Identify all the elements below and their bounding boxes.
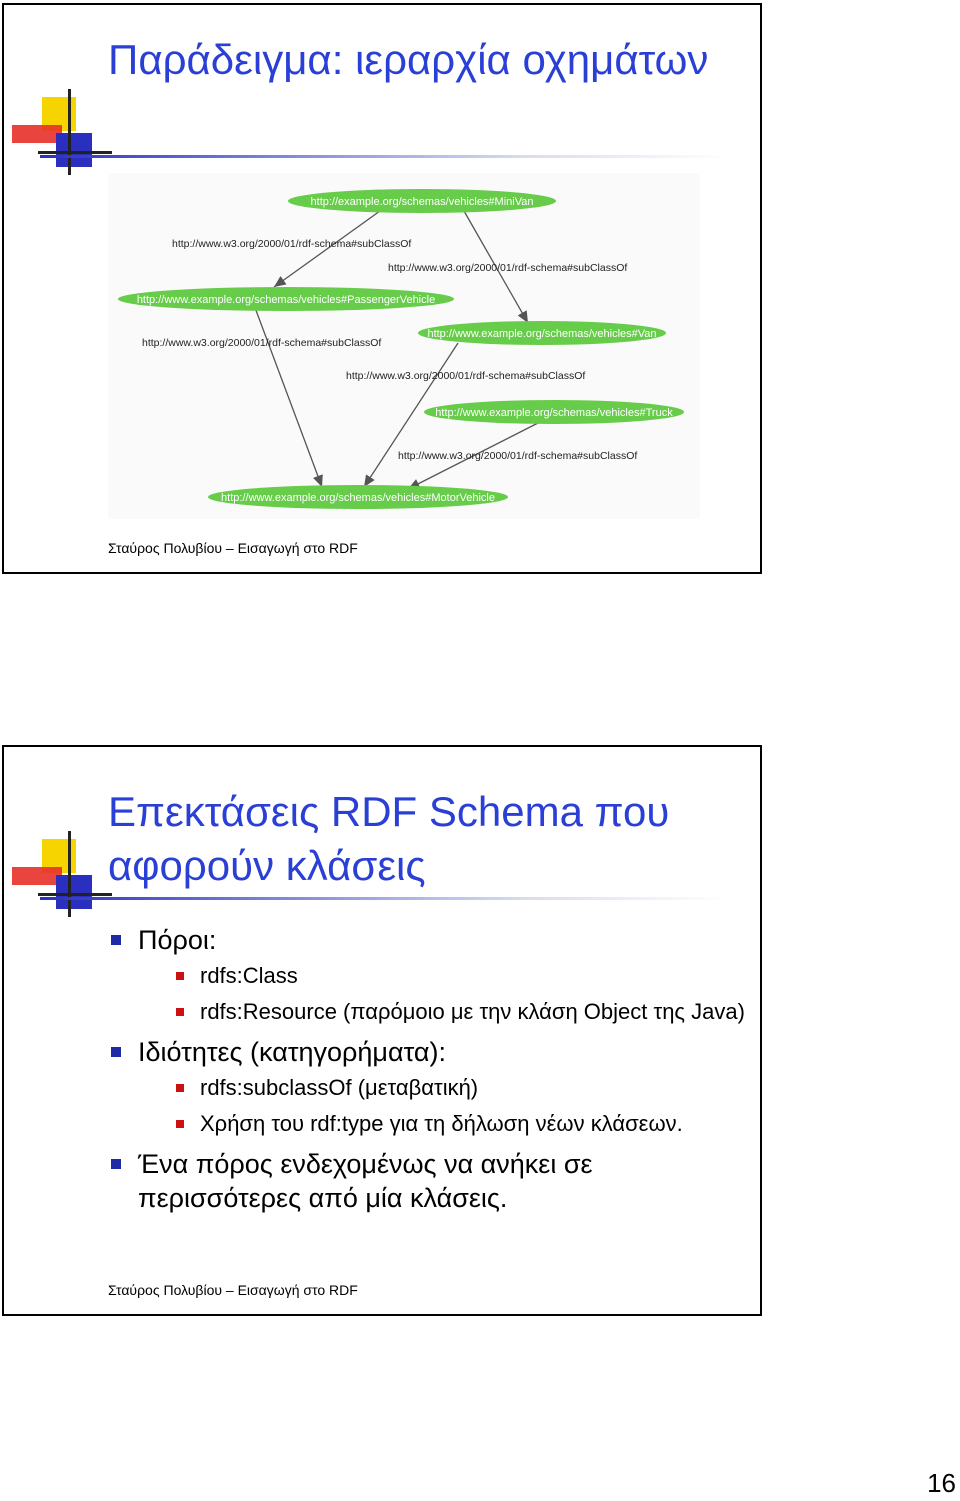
edge-label-5: http://www.w3.org/2000/01/rdf-schema#subClassOf	[398, 450, 638, 462]
node-minivan-label: http://example.org/schemas/vehicles#MiniVan	[310, 196, 534, 208]
slide-2-footer: Σταύρος Πολυβίου – Εισαγωγή στο RDF	[108, 1282, 358, 1298]
bullet-item	[108, 1035, 748, 1139]
bullet-item	[108, 1147, 748, 1215]
bullet-text: Ένα πόρος ενδεχομένως να ανήκει σε περισσότερες από μία κλάσεις.	[138, 1149, 593, 1213]
node-van-label: http://www.example.org/schemas/vehicles#Van	[427, 328, 657, 340]
class-hierarchy-diagram	[108, 173, 700, 519]
bullet-text: Πόροι:	[138, 925, 217, 955]
title-divider	[40, 155, 730, 158]
edge-passenger-motor	[254, 305, 322, 487]
slide-decoration-icon	[12, 89, 112, 179]
node-passenger-label: http://www.example.org/schemas/vehicles#PassengerVehicle	[136, 294, 436, 306]
node-truck-label: http://www.example.org/schemas/vehicles#Truck	[435, 407, 673, 419]
slide-1-footer: Σταύρος Πολυβίου – Εισαγωγή στο RDF	[108, 540, 358, 556]
sub-bullet-item: rdfs:subclassOf (μεταβατική)	[168, 1073, 748, 1103]
bullet-item	[108, 923, 748, 1027]
slide-decoration-icon	[12, 831, 112, 921]
bullet-list	[108, 923, 748, 1219]
page-number: 16	[927, 1468, 956, 1498]
edge-label-1: http://www.w3.org/2000/01/rdf-schema#subClassOf	[172, 238, 412, 250]
slide-2	[2, 745, 762, 1316]
sub-bullet-list	[138, 1073, 748, 1139]
sub-bullet-item: rdfs:Resource (παρόμοιο με την κλάση Object της Java)	[168, 997, 748, 1027]
node-motor-label: http://www.example.org/schemas/vehicles#MotorVehicle	[221, 492, 495, 504]
sub-bullet-item: rdfs:Class	[168, 961, 748, 991]
slide-1-title: Παράδειγμα: ιεραρχία οχημάτων	[108, 36, 709, 83]
title-divider	[40, 897, 730, 900]
slide-1	[2, 3, 762, 574]
slide-2-title: Επεκτάσεις RDF Schema που αφορούν κλάσεις	[108, 788, 670, 889]
sub-bullet-list	[138, 961, 748, 1027]
edge-label-4: http://www.w3.org/2000/01/rdf-schema#subClassOf	[346, 370, 586, 382]
edge-label-3: http://www.w3.org/2000/01/rdf-schema#subClassOf	[142, 337, 382, 349]
bullet-text: Ιδιότητες (κατηγορήματα):	[138, 1037, 446, 1067]
edge-label-2: http://www.w3.org/2000/01/rdf-schema#subClassOf	[388, 262, 628, 274]
sub-bullet-item: Χρήση του rdf:type για τη δήλωση νέων κλάσεων.	[168, 1109, 748, 1139]
